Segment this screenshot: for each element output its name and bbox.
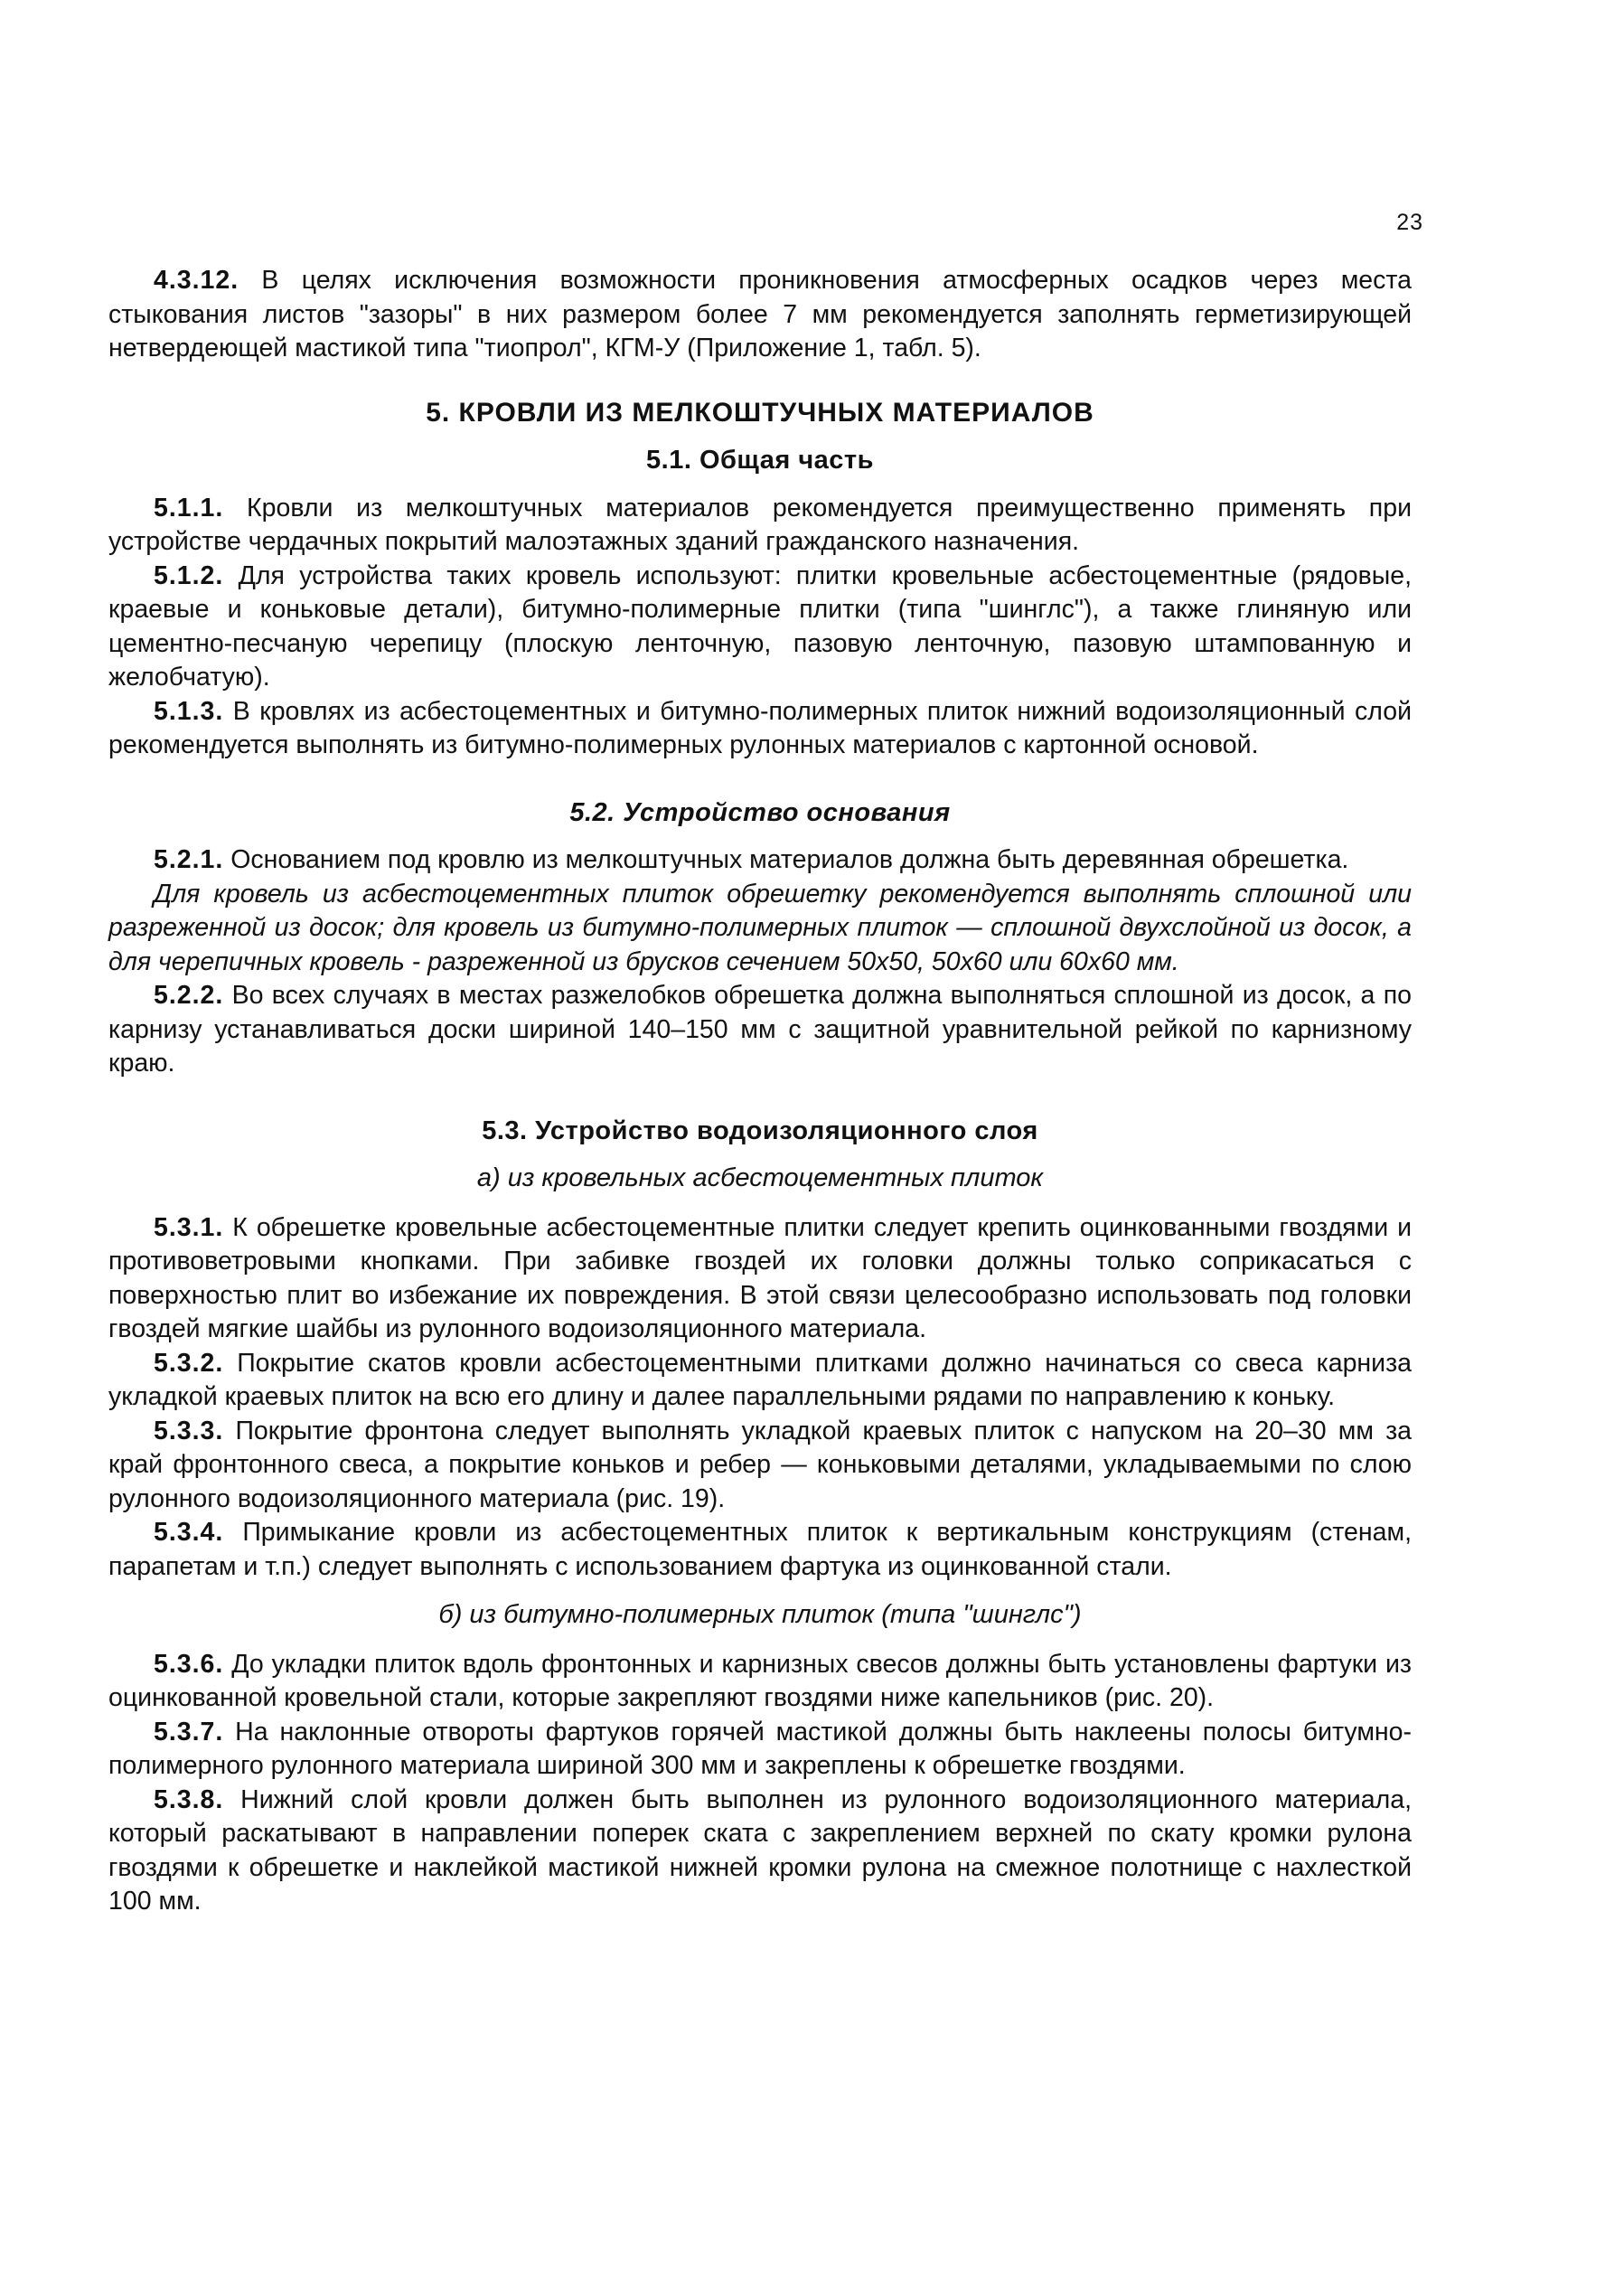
paragraph-text: Примыкание кровли из асбестоцементных плиток к вертикальным конструкциям (стенам, парапетам и т.п.) следует выполнять с использованием фартука из оцинкованной стали. [108,1518,1412,1581]
paragraph-text: На наклонные отвороты фартуков горячей мастикой должны быть наклеены полосы битумно-полимерного рулонного материала шириной 300 мм и закреплены к обрешетке гвоздями. [108,1717,1412,1780]
paragraph-number: 5.3.1. [154,1212,224,1242]
paragraph-number: 4.3.12. [154,266,239,295]
paragraph-5-1-1 [108,492,1412,560]
paragraph-text: Покрытие скатов кровли асбестоцементными плитками должно начинаться со свеса карниза укладкой краевых плиток на всю его длину и далее параллельными рядами по направлению к коньку. [108,1348,1412,1411]
paragraph-number: 5.2.1. [154,845,224,874]
paragraph-5-3-6 [108,1648,1412,1716]
paragraph-number: 5.3.7. [154,1717,224,1746]
paragraph-5-1-3 [108,695,1412,763]
paragraph-number: 5.1.1. [154,493,224,523]
paragraph-text: Основанием под кровлю из мелкоштучных материалов должна быть деревянная обрешетка. [223,845,1349,874]
subsection-5-2-heading: 5.2. Устройство основания [569,797,951,827]
section-5-heading: 5. КРОВЛИ ИЗ МЕЛКОШТУЧНЫХ МАТЕРИАЛОВ [426,397,1094,428]
paragraph-text: Нижний слой кровли должен быть выполнен из рулонного водоизоляционного материала, который раскатывают в направлении поперек ската с закреплением верхней по скату кромки рулона гвоздями к обрешетке и наклейкой мастикой нижней кромки рулона на смежное полотнище с нахлесткой 100 мм. [108,1784,1412,1916]
paragraph-text: Покрытие фронтона следует выполнять укладкой краевых плиток с напуском на 20–30 мм за край фронтонного свеса, а покрытие коньков и ребер — коньковыми деталями, укладываемыми по слою рулонного водоизоляционного материала (рис. 19). [108,1416,1412,1513]
paragraph-number: 5.3.8. [154,1784,224,1814]
subsection-5-3-a-heading: а) из кровельных асбестоцементных плиток [476,1163,1044,1192]
paragraph-text: До укладки плиток вдоль фронтонных и карнизных свесов должны быть установлены фартуки из оцинкованной кровельной стали, которые закрепляют гвоздями ниже капельников (рис. 20). [108,1649,1412,1712]
paragraph-5-3-3 [108,1415,1412,1517]
paragraph-4-3-12 [108,264,1412,366]
subsection-5-3-b-heading: б) из битумно-полимерных плиток (типа "шинглс") [438,1600,1082,1629]
paragraph-number: 5.3.4. [154,1518,224,1547]
paragraph-5-3-7 [108,1716,1412,1784]
paragraph-number: 5.3.6. [154,1649,224,1679]
paragraph-text: В целях исключения возможности проникновения атмосферных осадков через места стыкования листов "зазоры" в них размером более 7 мм рекомендуется заполнять герметизирующей нетвердеющей мастикой типа "тиопрол", КГМ-У (Приложение 1, табл. 5). [108,266,1412,362]
paragraph-5-3-2 [108,1347,1412,1415]
paragraph-5-1-2 [108,560,1412,695]
paragraph-5-2-1-continued: Для кровель из асбестоцементных плиток обрешетку рекомендуется выполнять сплошной или разреженной из досок; для кровель из битумно-полимерных плиток — сплошной двухслойной из досок, а для черепичных кровель - разреженной из брусков сечением 50х50, 50х60 или 60х60 мм. [108,879,1412,976]
paragraph-5-3-8 [108,1784,1412,1919]
paragraph-number: 5.1.2. [154,560,224,590]
paragraph-5-3-1 [108,1211,1412,1347]
paragraph-number: 5.2.2. [154,981,224,1010]
paragraph-text: В кровлях из асбестоцементных и битумно-полимерных плиток нижний водоизоляционный слой рекомендуется выполнять из битумно-полимерных рулонных материалов с картонной основой. [108,696,1412,759]
subsection-5-1-heading: 5.1. Общая часть [646,446,874,475]
paragraph-number: 5.1.3. [154,696,224,726]
paragraph-text: Кровли из мелкоштучных материалов рекомендуется преимущественно применять при устройстве чердачных покрытий малоэтажных зданий гражданского назначения. [108,493,1412,556]
paragraph-number: 5.3.2. [154,1348,224,1378]
subsection-5-3-heading: 5.3. Устройство водоизоляционного слоя [482,1116,1038,1145]
paragraph-text: Во всех случаях в местах разжелобков обрешетка должна выполняться сплошной из досок, а по карнизу устанавливаться доски шириной 140–150 мм с защитной уравнительной рейкой по карнизному краю. [108,981,1412,1078]
paragraph-5-2-1 [108,843,1412,878]
paragraph-5-2-2 [108,979,1412,1081]
page-number: 23 [1396,210,1423,235]
paragraph-text: К обрешетке кровельные асбестоцементные плитки следует крепить оцинкованными гвоздями и противоветровыми кнопками. При забивке гвоздей их головки должны только соприкасаться с поверхностью плит во избежание их повреждения. В этой связи целесообразно использовать под головки гвоздей мягкие шайбы из рулонного водоизоляционного материала. [108,1212,1412,1343]
page-content [108,264,1412,1919]
paragraph-text: Для устройства таких кровель используют: плитки кровельные асбестоцементные (рядовые, краевые и коньковые детали), битумно-полимерные плитки (типа "шинглс"), а также глиняную или цементно-песчаную черепицу (плоскую ленточную, пазовую ленточную, пазовую штампованную и желобчатую). [108,560,1412,692]
paragraph-number: 5.3.3. [154,1416,224,1445]
paragraph-5-3-4 [108,1516,1412,1584]
